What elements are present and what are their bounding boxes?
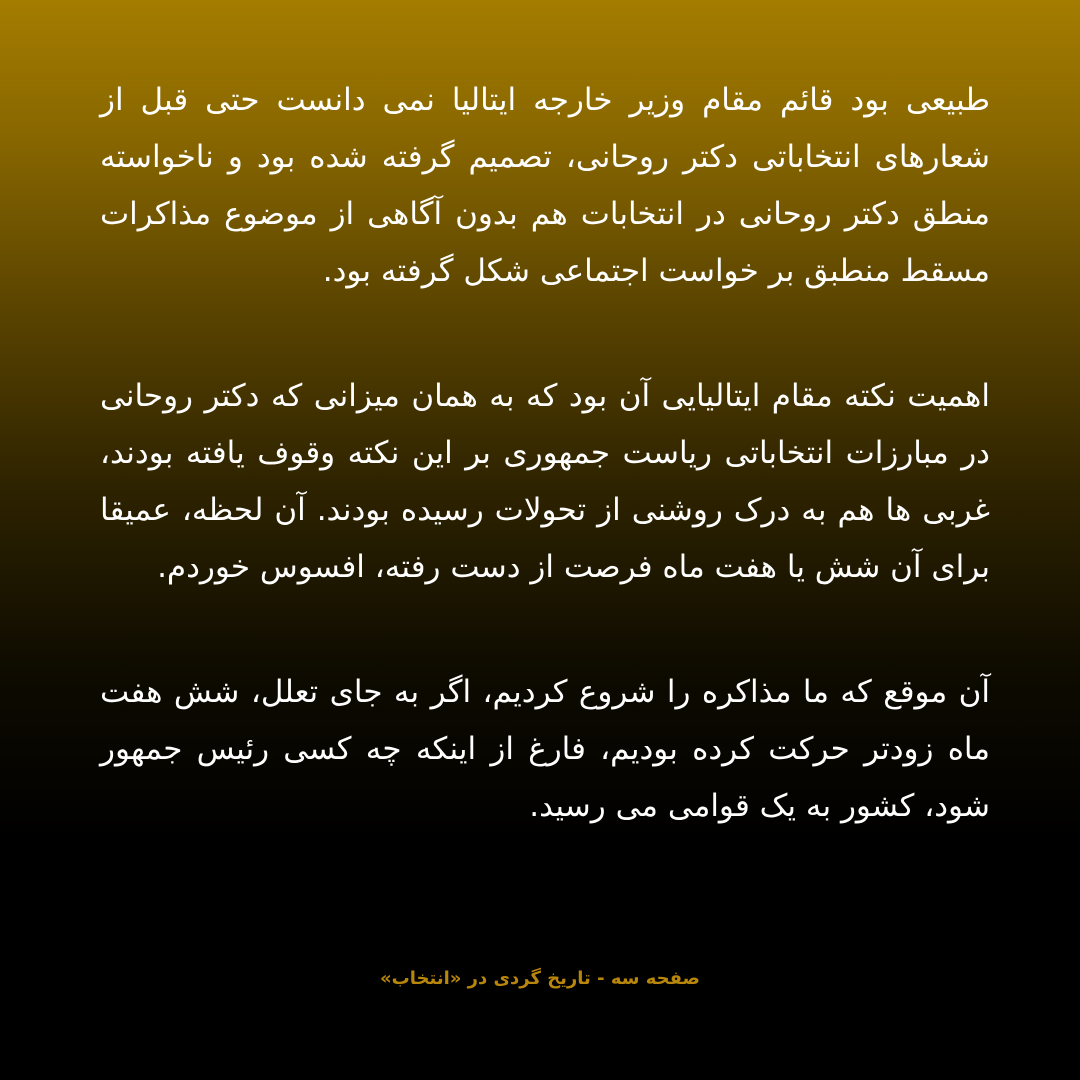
paragraph-3: آن موقع که ما مذاکره را شروع کردیم، اگر به جای تعلل، شش هفت ماه زودتر حرکت کرده بودیم، فارغ از اینکه چه کسی رئیس جمهور شود، کشور به یک قوامی می رسید. xyxy=(100,674,990,824)
article-body xyxy=(100,72,990,903)
paragraph-1: طبیعی بود قائم مقام وزیر خارجه ایتالیا نمی دانست حتی قبل از شعارهای انتخاباتی دکتر روحانی، تصمیم گرفته شده بود و ناخواسته منطق دکتر روحانی در انتخابات هم بدون آگاهی از موضوع مذاکرات مسقط منطبق بر خواست اجتماعی شکل گرفته بود. xyxy=(100,82,990,289)
paragraph-2: اهمیت نکته مقام ایتالیایی آن بود که به همان میزانی که دکتر روحانی در مبارزات انتخاباتی ریاست جمهوری بر این نکته وقوف یافته بودند، غربی ها هم به درک روشنی از تحولات رسیده بودند. آن لحظه، عمیقا برای آن شش یا هفت ماه فرصت از دست رفته، افسوس خوردم. xyxy=(100,378,990,585)
footer-caption: صفحه سه - تاریخ گردی در «انتخاب» xyxy=(380,968,700,989)
